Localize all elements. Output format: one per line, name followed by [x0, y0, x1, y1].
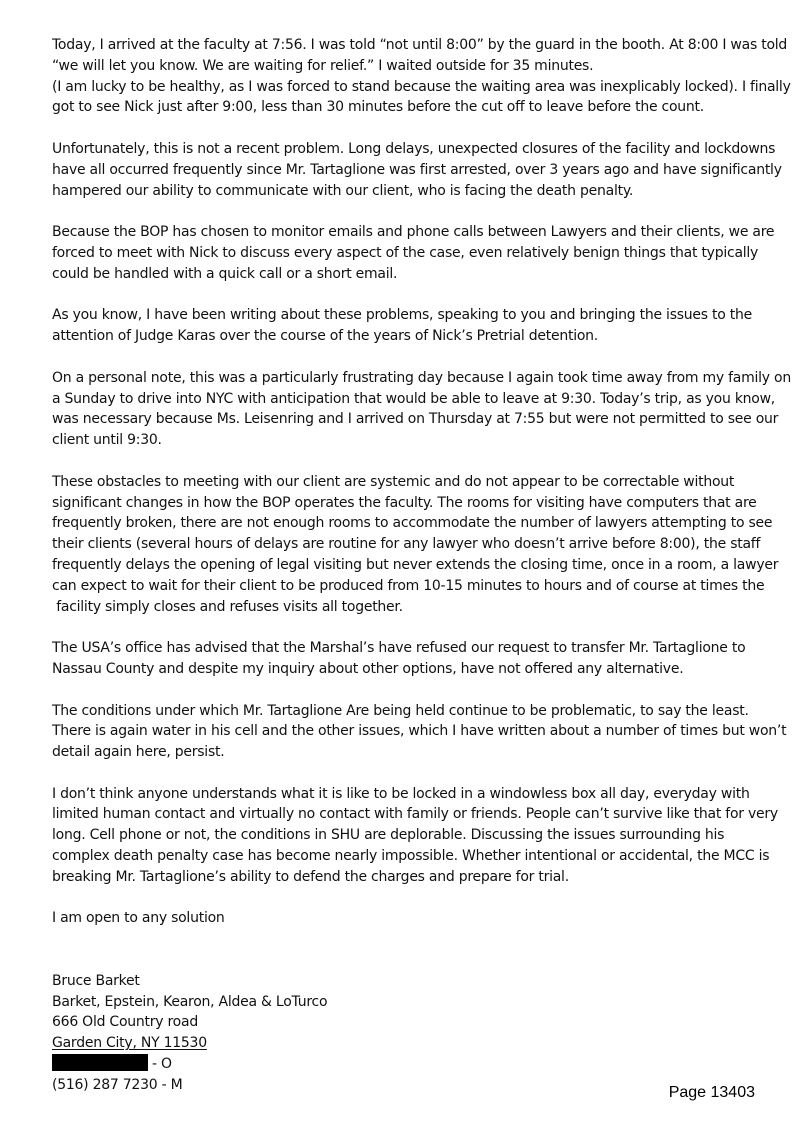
text-line: complex death penalty case has become nearly impossible. Whether intentional or accidental, the MCC is [52, 848, 770, 865]
text-line: facility simply closes and refuses visits all together. [52, 598, 403, 615]
signature-block [52, 971, 752, 1096]
text-line: The conditions under which Mr. Tartaglione Are being held continue to be problematic, to say the least. [52, 702, 749, 719]
office-phone-suffix: - O [152, 1056, 172, 1073]
paragraph-closing [52, 908, 752, 929]
text-line: got to see Nick just after 9:00, less than 30 minutes before the cut off to leave before the count. [52, 99, 704, 116]
office-phone-line [52, 1054, 752, 1075]
text-line: frequently broken, there are not enough rooms to accommodate the number of lawyers attempting to see [52, 515, 773, 532]
text-line: frequently delays the opening of legal visiting but never extends the closing time, once in a room, a lawyer [52, 556, 779, 573]
text-line: detail again here, persist. [52, 744, 225, 761]
paragraph-personal-note [52, 368, 791, 451]
letter-body [52, 35, 791, 1096]
street-address: 666 Old Country road [52, 1014, 198, 1031]
paragraph-delays [52, 139, 782, 201]
paragraph-obstacles [52, 472, 779, 618]
text-line: On a personal note, this was a particularly frustrating day because I again took time away from my family on [52, 369, 791, 386]
city-address: Garden City, NY 11530 [52, 1035, 207, 1052]
text-line: client until 9:30. [52, 432, 162, 449]
text-line: The USA’s office has advised that the Marshal’s have refused our request to transfer Mr. Tartaglione to [52, 640, 746, 657]
text-line: long. Cell phone or not, the conditions in SHU are deplorable. Discussing the issues surrounding his [52, 827, 725, 844]
firm-name: Barket, Epstein, Kearon, Aldea & LoTurco [52, 993, 328, 1010]
text-line: I am open to any solution [52, 910, 225, 927]
text-line: “we will let you know. We are waiting for relief.” I waited outside for 35 minutes. [52, 57, 594, 74]
text-line: Unfortunately, this is not a recent problem. Long delays, unexpected closures of the facility and lockdowns [52, 140, 776, 157]
text-line: forced to meet with Nick to discuss every aspect of the case, even relatively benign things that typically [52, 244, 759, 261]
text-line: limited human contact and virtually no contact with family or friends. People can’t survive like that for very [52, 806, 778, 823]
text-line: These obstacles to meeting with our client are systemic and do not appear to be correctable without [52, 473, 735, 490]
paragraph-monitoring [52, 222, 775, 284]
paragraph-conditions [52, 701, 787, 763]
paragraph-isolation [52, 784, 778, 888]
text-line: was necessary because Ms. Leisenring and I arrived on Thursday at 7:55 but were not permitted to see our [52, 411, 779, 428]
signer-name: Bruce Barket [52, 972, 140, 989]
paragraph-transfer [52, 638, 752, 680]
text-line: have all occurred frequently since Mr. Tartaglione was first arrested, over 3 years ago and have significantly [52, 161, 782, 178]
paragraph-arrival [52, 35, 791, 118]
text-line: their clients (several hours of delays are routine for any lawyer who doesn’t arrive before 8:00), the staff [52, 536, 761, 553]
mobile-phone: (516) 287 7230 - M [52, 1076, 183, 1093]
text-line: could be handled with a quick call or a short email. [52, 265, 398, 282]
text-line: There is again water in his cell and the other issues, which I have written about a number of times but won’t [52, 723, 787, 740]
text-line: breaking Mr. Tartaglione’s ability to defend the charges and prepare for trial. [52, 868, 569, 885]
page-number: Page 13403 [668, 1084, 755, 1101]
text-line: (I am lucky to be healthy, as I was forced to stand because the waiting area was inexplicably locked). I finally [52, 78, 791, 95]
text-line: As you know, I have been writing about these problems, speaking to you and bringing the issues to the [52, 307, 752, 324]
redaction-box [52, 1054, 148, 1071]
text-line: Nassau County and despite my inquiry about other options, have not offered any alternative. [52, 660, 684, 677]
text-line: can expect to wait for their client to be produced from 10-15 minutes to hours and of course at times the [52, 577, 765, 594]
text-line: Today, I arrived at the faculty at 7:56. I was told “not until 8:00” by the guard in the booth. At 8:00 I was told [52, 37, 788, 53]
paragraph-prior-writing [52, 305, 752, 347]
text-line: significant changes in how the BOP operates the faculty. The rooms for visiting have computers that are [52, 494, 757, 511]
text-line: I don’t think anyone understands what it is like to be locked in a windowless box all day, everyday with [52, 785, 750, 802]
text-line: hampered our ability to communicate with our client, who is facing the death penalty. [52, 182, 634, 199]
text-line: attention of Judge Karas over the course of the years of Nick’s Pretrial detention. [52, 328, 598, 345]
text-line: Because the BOP has chosen to monitor emails and phone calls between Lawyers and their clients, we are [52, 224, 775, 241]
text-line: a Sunday to drive into NYC with anticipation that would be able to leave at 9:30. Today’s trip, as you know, [52, 390, 776, 407]
